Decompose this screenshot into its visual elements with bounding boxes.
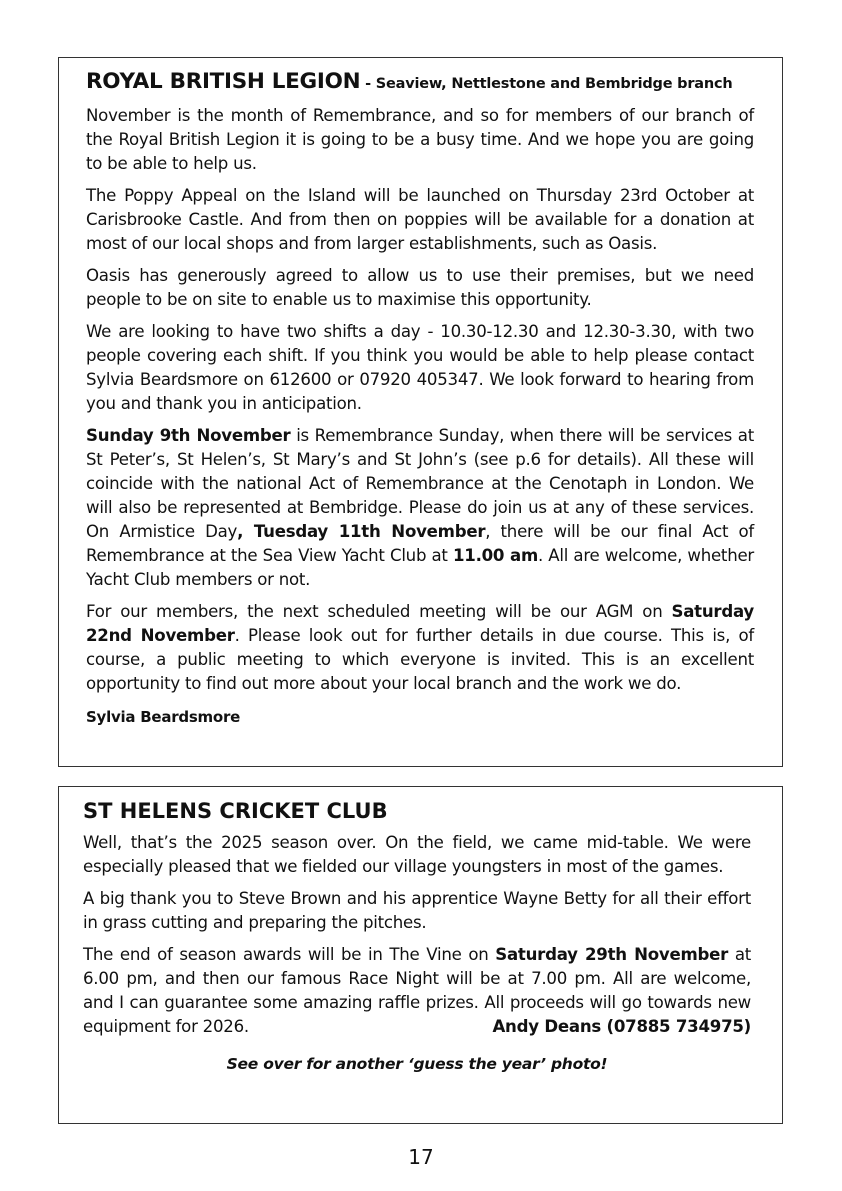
legion-subtitle: - Seaview, Nettlestone and Bembridge branch xyxy=(360,76,733,92)
armistice-time: 11.00 am xyxy=(452,546,538,565)
cricket-p3-text-1: The end of season awards will be in The Vine on xyxy=(83,945,496,964)
cricket-paragraph-1: Well, that’s the 2025 season over. On the field, we came mid-table. We were especially pleased that we fielded our village youngsters in most of the games. xyxy=(83,833,751,876)
armistice-day-date: , Tuesday 11th November xyxy=(237,522,486,541)
legion-paragraph-4: We are looking to have two shifts a day - 10.30-12.30 and 12.30-3.30, with two people covering each shift. If you think you would be able to help please contact Sylvia Beardsmore on 612600 or 07920 405347. We look forward to hearing from you and thank you in anticipation. xyxy=(86,322,754,413)
cricket-title: ST HELENS CRICKET CLUB xyxy=(83,799,388,823)
cricket-p3-text-2: at 6.00 pm, and then our famous Race Night will be at 7.00 pm. All are welcome, and I can guarantee some amazing raffle prizes. All proceeds will go towards new equipment for 2026. xyxy=(83,945,751,1036)
legion-paragraph-5 xyxy=(86,424,754,592)
legion-p5-text-2: , there will be our final Act of Remembrance at the Sea View Yacht Club at xyxy=(86,522,754,565)
legion-p5-text-3: . All are welcome, whether Yacht Club members or not. xyxy=(86,546,754,589)
legion-p6-text-2: . Please look out for further details in due course. This is, of course, a public meeting to which everyone is invited. This is an excellent opportunity to find out more about your local branch and the work we do. xyxy=(86,626,754,693)
see-over-note: See over for another ‘guess the year’ photo! xyxy=(226,1055,608,1073)
awards-date: Saturday 29th November xyxy=(495,945,729,964)
royal-british-legion-article xyxy=(58,57,783,767)
legion-signature: Sylvia Beardsmore xyxy=(86,708,241,726)
cricket-paragraph-2: A big thank you to Steve Brown and his apprentice Wayne Betty for all their effort in grass cutting and preparing the pitches. xyxy=(83,889,751,932)
page-number: 17 xyxy=(408,1145,434,1169)
legion-paragraph-3: Oasis has generously agreed to allow us to use their premises, but we need people to be on site to enable us to maximise this opportunity. xyxy=(86,266,754,309)
cricket-signature: Andy Deans (07885 734975) xyxy=(492,1017,751,1036)
agm-date: Saturday 22nd November xyxy=(86,602,754,645)
cricket-club-article xyxy=(58,786,783,1124)
legion-heading xyxy=(86,68,754,98)
legion-p5-text-1: is Remembrance Sunday, when there will be services at St Peter’s, St Helen’s, St Mary’s and St John’s (see p.6 for details). All these will coincide with the national Act of Remembrance at the Cenotaph in London. We will also be represented at Bembridge. Please do join us at any of these services. On Armistice Day xyxy=(86,426,754,541)
legion-paragraph-2: The Poppy Appeal on the Island will be launched on Thursday 23rd October at Carisbrooke Castle. And from then on poppies will be available for a donation at most of our local shops and from larger establishments, such as Oasis. xyxy=(86,186,754,253)
remembrance-sunday-date: Sunday 9th November xyxy=(86,426,291,445)
legion-paragraph-1: November is the month of Remembrance, and so for members of our branch of the Royal British Legion it is going to be a busy time. And we hope you are going to be able to help us. xyxy=(86,106,754,173)
legion-title: ROYAL BRITISH LEGION xyxy=(86,69,361,94)
cricket-paragraph-3 xyxy=(83,943,751,1039)
legion-paragraph-6 xyxy=(86,600,754,696)
legion-p6-text-1: For our members, the next scheduled meeting will be our AGM on xyxy=(86,602,672,621)
